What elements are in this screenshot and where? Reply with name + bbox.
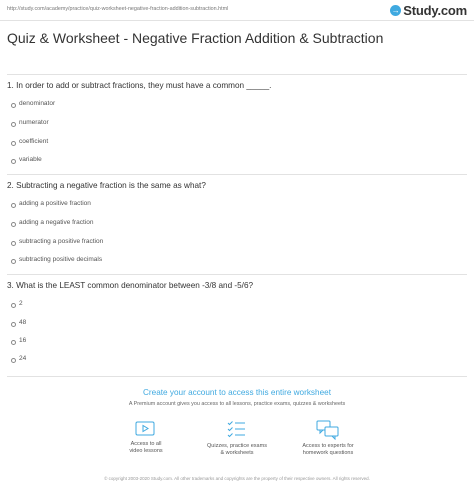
top-bar — [0, 0, 474, 21]
option-label: numerator — [19, 119, 49, 126]
radio-icon[interactable] — [11, 241, 16, 246]
option-1-1[interactable] — [11, 100, 56, 108]
radio-icon[interactable] — [11, 358, 16, 363]
divider — [7, 174, 467, 175]
option-3-4[interactable] — [11, 355, 27, 363]
radio-icon[interactable] — [11, 340, 16, 345]
radio-icon[interactable] — [11, 159, 16, 164]
page-title: Quiz & Worksheet - Negative Fraction Addition & Subtraction — [7, 30, 384, 46]
footer — [0, 475, 474, 482]
radio-icon[interactable] — [11, 122, 16, 127]
question-1: 1. In order to add or subtract fractions, they must have a common _____. — [7, 81, 272, 90]
feature-quizzes — [192, 420, 282, 457]
option-3-1[interactable] — [11, 300, 23, 308]
copyright-text: © copyright 2003-2020 Study.com. All other trademarks and copyrights are the property of their respective owners. All rights reserved. — [104, 476, 370, 481]
divider — [7, 274, 467, 275]
option-3-3[interactable] — [11, 337, 27, 345]
checklist-icon — [226, 420, 248, 440]
premium-description: A Premium account gives you access to all lessons, practice exams, quizzes & worksheets — [128, 401, 346, 407]
question-2: 2. Subtracting a negative fraction is the same as what? — [7, 181, 206, 190]
option-1-2[interactable] — [11, 119, 49, 127]
option-label: 2 — [19, 300, 23, 307]
create-account-link[interactable]: Create your account to access this entire worksheet — [143, 388, 331, 397]
radio-icon[interactable] — [11, 141, 16, 146]
logo-text: Study.com — [403, 2, 467, 18]
option-label: 48 — [19, 319, 27, 326]
option-label: subtracting a positive fraction — [19, 238, 104, 245]
option-2-2[interactable] — [11, 219, 94, 227]
radio-icon[interactable] — [11, 303, 16, 308]
page-url: http://study.com/academy/practice/quiz-worksheet-negative-fraction-addition-subtraction.html — [7, 6, 229, 12]
question-3: 3. What is the LEAST common denominator between -3/8 and -5/6? — [7, 281, 254, 290]
option-2-4[interactable] — [11, 256, 103, 264]
option-label: variable — [19, 156, 42, 163]
option-label: denominator — [19, 100, 56, 107]
logo-icon: → — [391, 5, 400, 15]
feature-label-1b: video lessons — [129, 448, 163, 454]
divider — [7, 74, 467, 75]
radio-icon[interactable] — [11, 222, 16, 227]
feature-label-2b: & worksheets — [220, 450, 254, 456]
radio-icon[interactable] — [11, 322, 16, 327]
video-icon — [135, 420, 157, 438]
option-2-1[interactable] — [11, 200, 91, 208]
option-1-4[interactable] — [11, 156, 42, 164]
radio-icon[interactable] — [11, 259, 16, 264]
option-1-3[interactable] — [11, 138, 49, 146]
divider — [7, 376, 467, 377]
option-label: coefficient — [19, 138, 49, 145]
feature-label-3a: Access to experts for — [302, 443, 354, 449]
chat-icon — [316, 420, 340, 440]
feature-experts — [283, 420, 373, 457]
feature-video-lessons — [101, 420, 191, 455]
option-label: 24 — [19, 355, 27, 362]
option-label: adding a negative fraction — [19, 219, 94, 226]
option-2-3[interactable] — [11, 238, 104, 246]
option-3-2[interactable] — [11, 319, 27, 327]
option-label: 16 — [19, 337, 27, 344]
radio-icon[interactable] — [11, 203, 16, 208]
radio-icon[interactable] — [11, 103, 16, 108]
feature-label-1a: Access to all — [130, 441, 162, 447]
feature-label-3b: homework questions — [302, 450, 354, 456]
option-label: adding a positive fraction — [19, 200, 91, 207]
study-logo[interactable] — [390, 2, 467, 18]
option-label: subtracting positive decimals — [19, 256, 103, 263]
feature-label-2a: Quizzes, practice exams — [207, 443, 267, 449]
